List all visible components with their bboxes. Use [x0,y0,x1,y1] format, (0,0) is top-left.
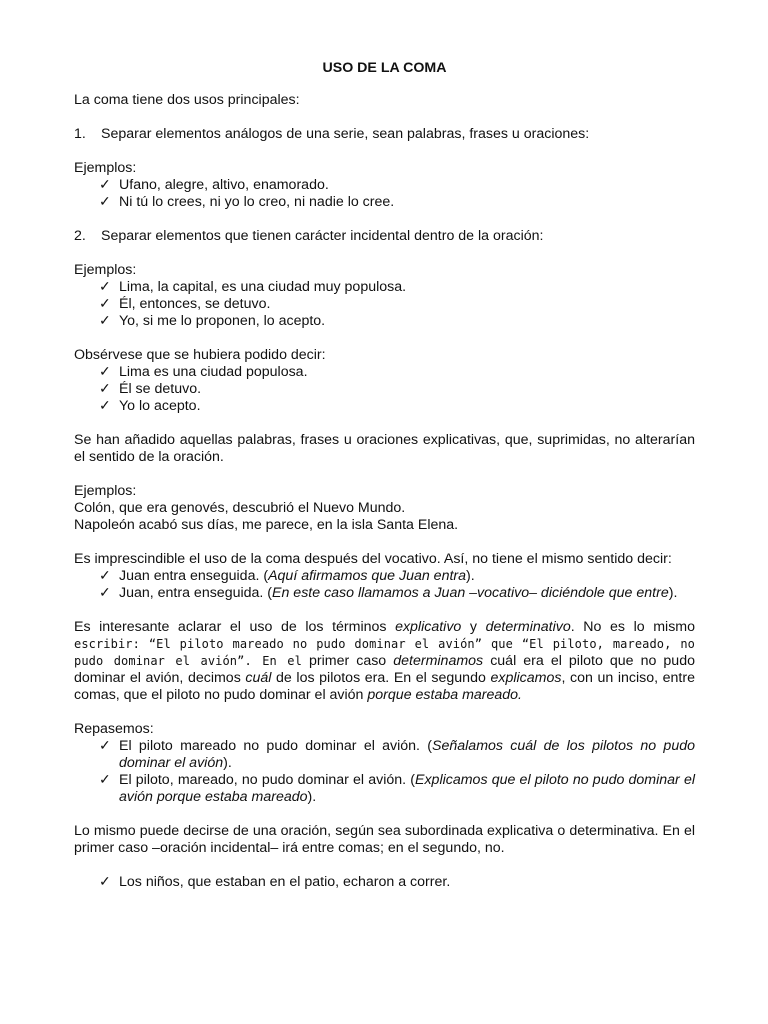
numbered-item-2 [74,228,695,245]
list-item: ✓ Juan entra enseguida. (Aquí afirmamos que Juan entra). [74,568,695,585]
examples-label: Ejemplos: [74,262,137,278]
review-label: Repasemos: [74,721,154,737]
list-item: ✓ Lima es una ciudad populosa. [74,364,695,381]
final-list [74,874,695,891]
example-line: Napoleón acabó sus días, me parece, en la isla Santa Elena. [74,517,459,533]
checkmark-icon: ✓ [99,279,111,295]
checkmark-icon: ✓ [99,296,111,312]
page-title: USO DE LA COMA [322,60,447,76]
vocativo-list [74,568,695,602]
list-item: ✓ Yo, si me lo proponen, lo acepto. [74,313,695,330]
observation-list [74,364,695,415]
checkmark-icon: ✓ [99,381,111,397]
list-item: ✓ El piloto mareado no pudo dominar el avión. (Señalamos cuál de los pilotos no pudo dominar el avión). [74,738,695,772]
examples-label: Ejemplos: [74,160,137,176]
item-number: 2. [74,228,86,244]
example-line: Colón, que era genovés, descubrió el Nuevo Mundo. [74,500,406,516]
list-item: ✓ Yo lo acepto. [74,398,695,415]
review-list [74,738,695,806]
checkmark-icon: ✓ [99,874,111,890]
checkmark-icon: ✓ [99,585,111,601]
list-item: ✓ Ufano, alegre, altivo, enamorado. [74,177,695,194]
paragraph-vocativo: Es imprescindible el uso de la coma después del vocativo. Así, no tiene el mismo sentido decir: [74,551,672,567]
checkmark-icon: ✓ [99,738,111,754]
list-item: ✓ Él, entonces, se detuvo. [74,296,695,313]
checkmark-icon: ✓ [99,194,111,210]
list-item: ✓ Los niños, que estaban en el patio, echaron a correr. [74,874,695,891]
paragraph-added: Se han añadido aquellas palabras, frases u oraciones explicativas, que, suprimidas, no alterarían el sentido de la oración. [74,432,695,465]
item-text: Separar elementos que tienen carácter incidental dentro de la oración: [101,228,544,244]
list-item: ✓ El piloto, mareado, no pudo dominar el avión. (Explicamos que el piloto no pudo dominar el avión porque estaba mareado). [74,772,695,806]
checkmark-icon: ✓ [99,772,111,788]
checkmark-icon: ✓ [99,568,111,584]
list-item: ✓ Ni tú lo crees, ni yo lo creo, ni nadie lo cree. [74,194,695,211]
item-number: 1. [74,126,86,142]
checkmark-icon: ✓ [99,177,111,193]
document-page [74,60,695,891]
intro-text: La coma tiene dos usos principales: [74,92,300,108]
examples-label: Ejemplos: [74,483,137,499]
observation-label: Obsérvese que se hubiera podido decir: [74,347,326,363]
paragraph-explicativo: Es interesante aclarar el uso de los términos explicativo y determinativo. No es lo mismo escribir: “El piloto mareado no pudo dominar el avión” que “El piloto, mareado, no pudo dominar el avión”. En el primer caso determinamos cuál era el piloto que no pudo dominar el avión, decimos cuál de los pilotos era. En el segundo explicamos, con un inciso, entre comas, que el piloto no pudo dominar el avión porque estaba mareado. [74,619,695,703]
checkmark-icon: ✓ [99,398,111,414]
list-item: ✓ Juan, entra enseguida. (En este caso llamamos a Juan –vocativo– diciéndole que entre). [74,585,695,602]
paragraph-final: Lo mismo puede decirse de una oración, según sea subordinada explicativa o determinativa. En el primer caso –oración incidental– irá entre comas; en el segundo, no. [74,823,695,856]
checkmark-icon: ✓ [99,313,111,329]
numbered-item-1 [74,126,695,143]
checkmark-icon: ✓ [99,364,111,380]
examples-list-2 [74,279,695,330]
list-item: ✓ Lima, la capital, es una ciudad muy populosa. [74,279,695,296]
item-text: Separar elementos análogos de una serie, sean palabras, frases u oraciones: [101,126,590,142]
list-item: ✓ Él se detuvo. [74,381,695,398]
examples-list-1 [74,177,695,211]
